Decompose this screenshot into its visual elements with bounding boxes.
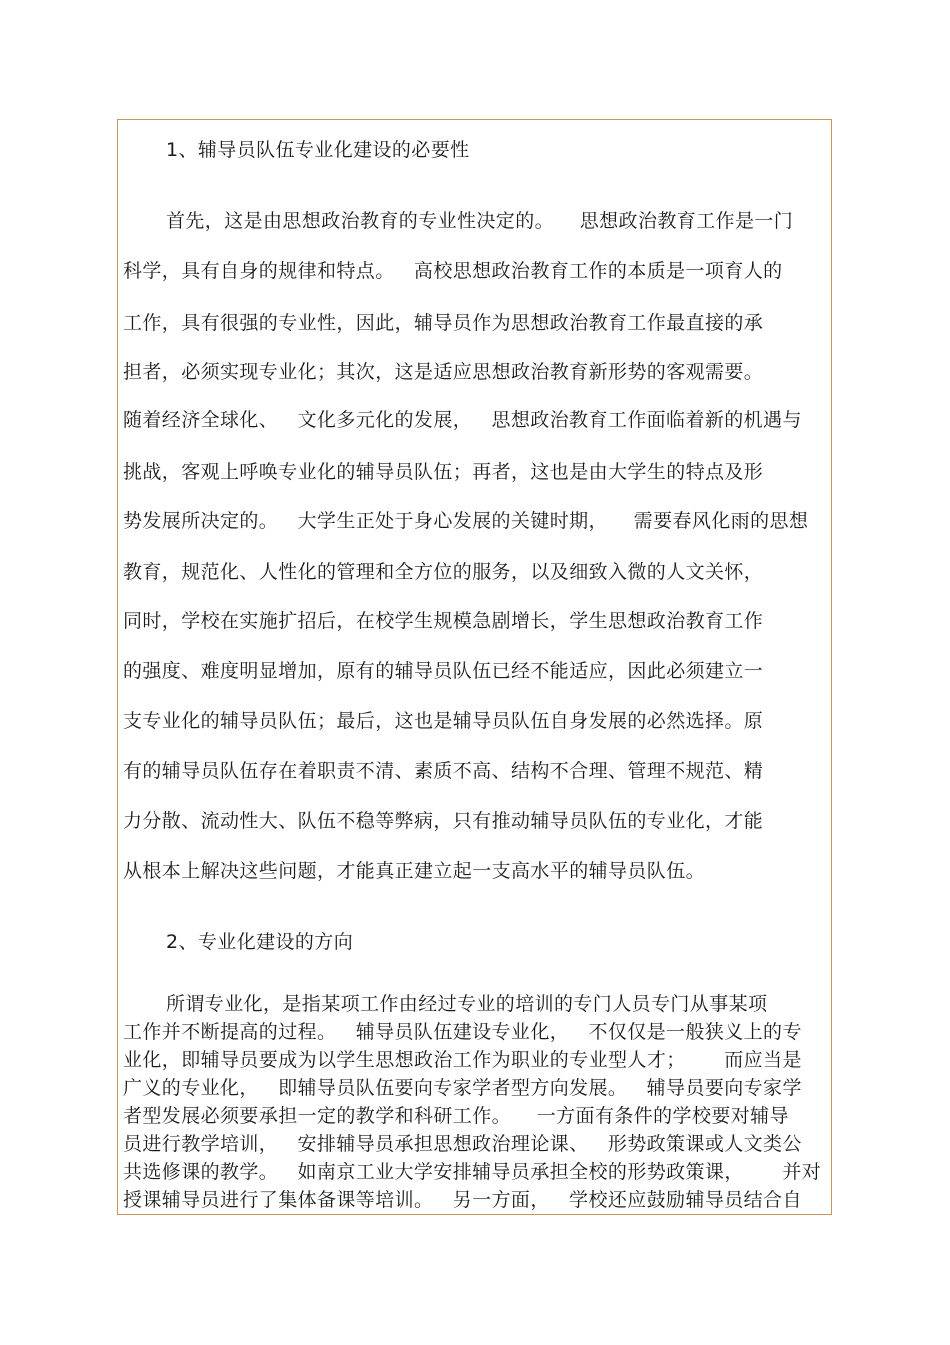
section2-heading: 2、专业化建设的方向 (166, 931, 354, 953)
section1-line: 首先，这是由思想政治教育的专业性决定的。 思想政治教育工作是一门 (166, 210, 794, 232)
section2-line: 者型发展必须要承担一定的教学和科研工作。 一方面有条件的学校要对辅导 (123, 1105, 789, 1127)
section1-heading: 1、辅导员队伍专业化建设的必要性 (166, 139, 470, 161)
section2-line: 授课辅导员进行了集体备课等培训。 另一方面， 学校还应鼓励辅导员结合自 (123, 1189, 802, 1211)
section1-line: 挑战，客观上呼唤专业化的辅导员队伍；再者，这也是由大学生的特点及形 (123, 461, 764, 483)
section1-line: 工作，具有很强的专业性，因此，辅导员作为思想政治教育工作最直接的承 (123, 312, 764, 334)
section1-line: 同时，学校在实施扩招后，在校学生规模急剧增长，学生思想政治教育工作 (123, 610, 764, 632)
section2-line: 工作并不断提高的过程。 辅导员队伍建设专业化， 不仅仅是一般狭义上的专 (123, 1021, 802, 1043)
section1-line: 力分散、流动性大、队伍不稳等弊病，只有推动辅导员队伍的专业化，才能 (123, 810, 764, 832)
section1-line: 从根本上解决这些问题，才能真正建立起一支高水平的辅导员队伍。 (123, 860, 706, 882)
section1-line: 势发展所决定的。 大学生正处于身心发展的关键时期， 需要春风化雨的思想 (123, 510, 809, 532)
section2-line: 业化，即辅导员要成为以学生思想政治工作为职业的专业型人才； 而应当是 (123, 1049, 802, 1071)
section1-line: 教育，规范化、人性化的管理和全方位的服务，以及细致入微的人文关怀， (123, 561, 764, 583)
section1-line: 担者，必须实现专业化；其次，这是适应思想政治教育新形势的客观需要。 (123, 361, 764, 383)
section1-line: 的强度、难度明显增加，原有的辅导员队伍已经不能适应，因此必须建立一 (123, 660, 764, 682)
section1-line: 支专业化的辅导员队伍；最后，这也是辅导员队伍自身发展的必然选择。原 (123, 710, 764, 732)
section1-line: 有的辅导员队伍存在着职责不清、素质不高、结构不合理、管理不规范、精 (123, 760, 764, 782)
section2-line: 所谓专业化，是指某项工作由经过专业的培训的专门人员专门从事某项 (166, 993, 768, 1015)
section2-line: 员进行教学培训， 安排辅导员承担思想政治理论课、 形势政策课或人文类公 (123, 1133, 802, 1155)
section1-line: 随着经济全球化、 文化多元化的发展， 思想政治教育工作面临着新的机遇与 (123, 409, 802, 431)
section2-line: 广义的专业化， 即辅导员队伍要向专家学者型方向发展。 辅导员要向专家学 (123, 1077, 802, 1099)
section2-line: 共选修课的教学。 如南京工业大学安排辅导员承担全校的形势政策课， 并对 (123, 1161, 822, 1183)
section1-line: 科学，具有自身的规律和特点。 高校思想政治教育工作的本质是一项育人的 (123, 260, 783, 282)
